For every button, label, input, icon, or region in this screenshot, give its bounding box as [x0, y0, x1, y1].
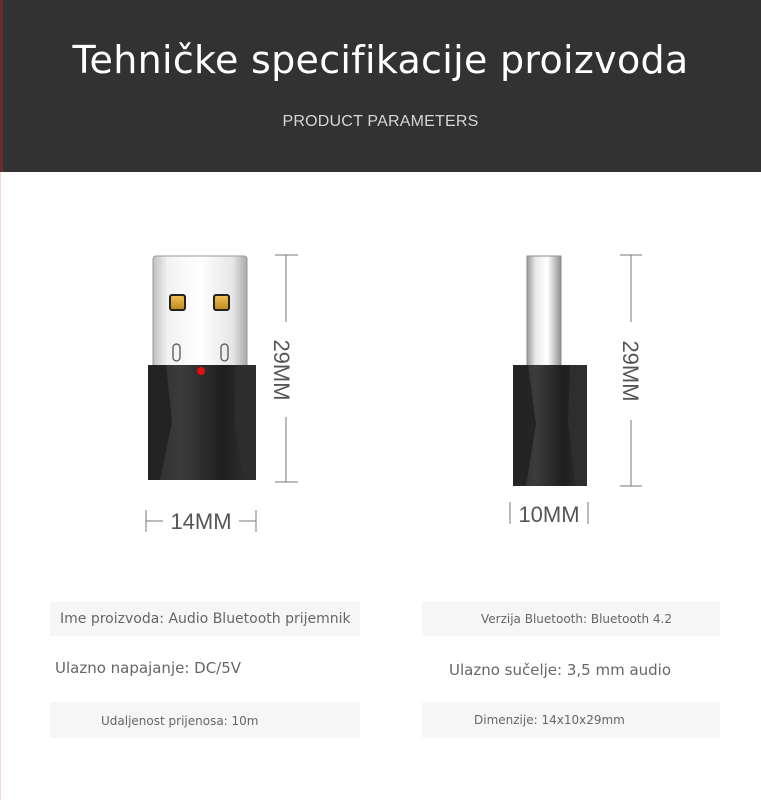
header-banner	[0, 0, 761, 172]
spec-input-interface: Ulazno sučelje: 3,5 mm audio	[449, 661, 672, 679]
side-height-label: 29MM	[618, 340, 643, 402]
front-view-dongle	[148, 256, 256, 480]
spec-transmission-distance: Udaljenost prijenosa: 10m	[101, 714, 259, 728]
front-usb-plug	[153, 256, 247, 368]
spec-product-name: Ime proizvoda: Audio Bluetooth prijemnik	[60, 611, 351, 627]
spec-input-power: Ulazno napajanje: DC/5V	[55, 659, 242, 677]
front-usb-contact-right	[214, 295, 229, 310]
spec-dimensions: Dimenzije: 14x10x29mm	[474, 713, 625, 727]
spec-bluetooth-version: Verzija Bluetooth: Bluetooth 4.2	[481, 612, 672, 626]
page-subtitle: PRODUCT PARAMETERS	[282, 113, 479, 130]
side-width-label: 10MM	[518, 502, 580, 527]
side-view-dongle	[513, 256, 587, 486]
side-usb-plug	[527, 256, 561, 368]
front-height-label: 29MM	[269, 339, 294, 401]
page-title: Tehničke specifikacije proizvoda	[72, 38, 689, 82]
dimension-diagram	[0, 172, 761, 552]
header-accent-strip	[0, 0, 3, 172]
front-width-label: 14MM	[170, 509, 232, 534]
front-usb-contact-left	[170, 295, 185, 310]
front-led	[197, 367, 205, 375]
